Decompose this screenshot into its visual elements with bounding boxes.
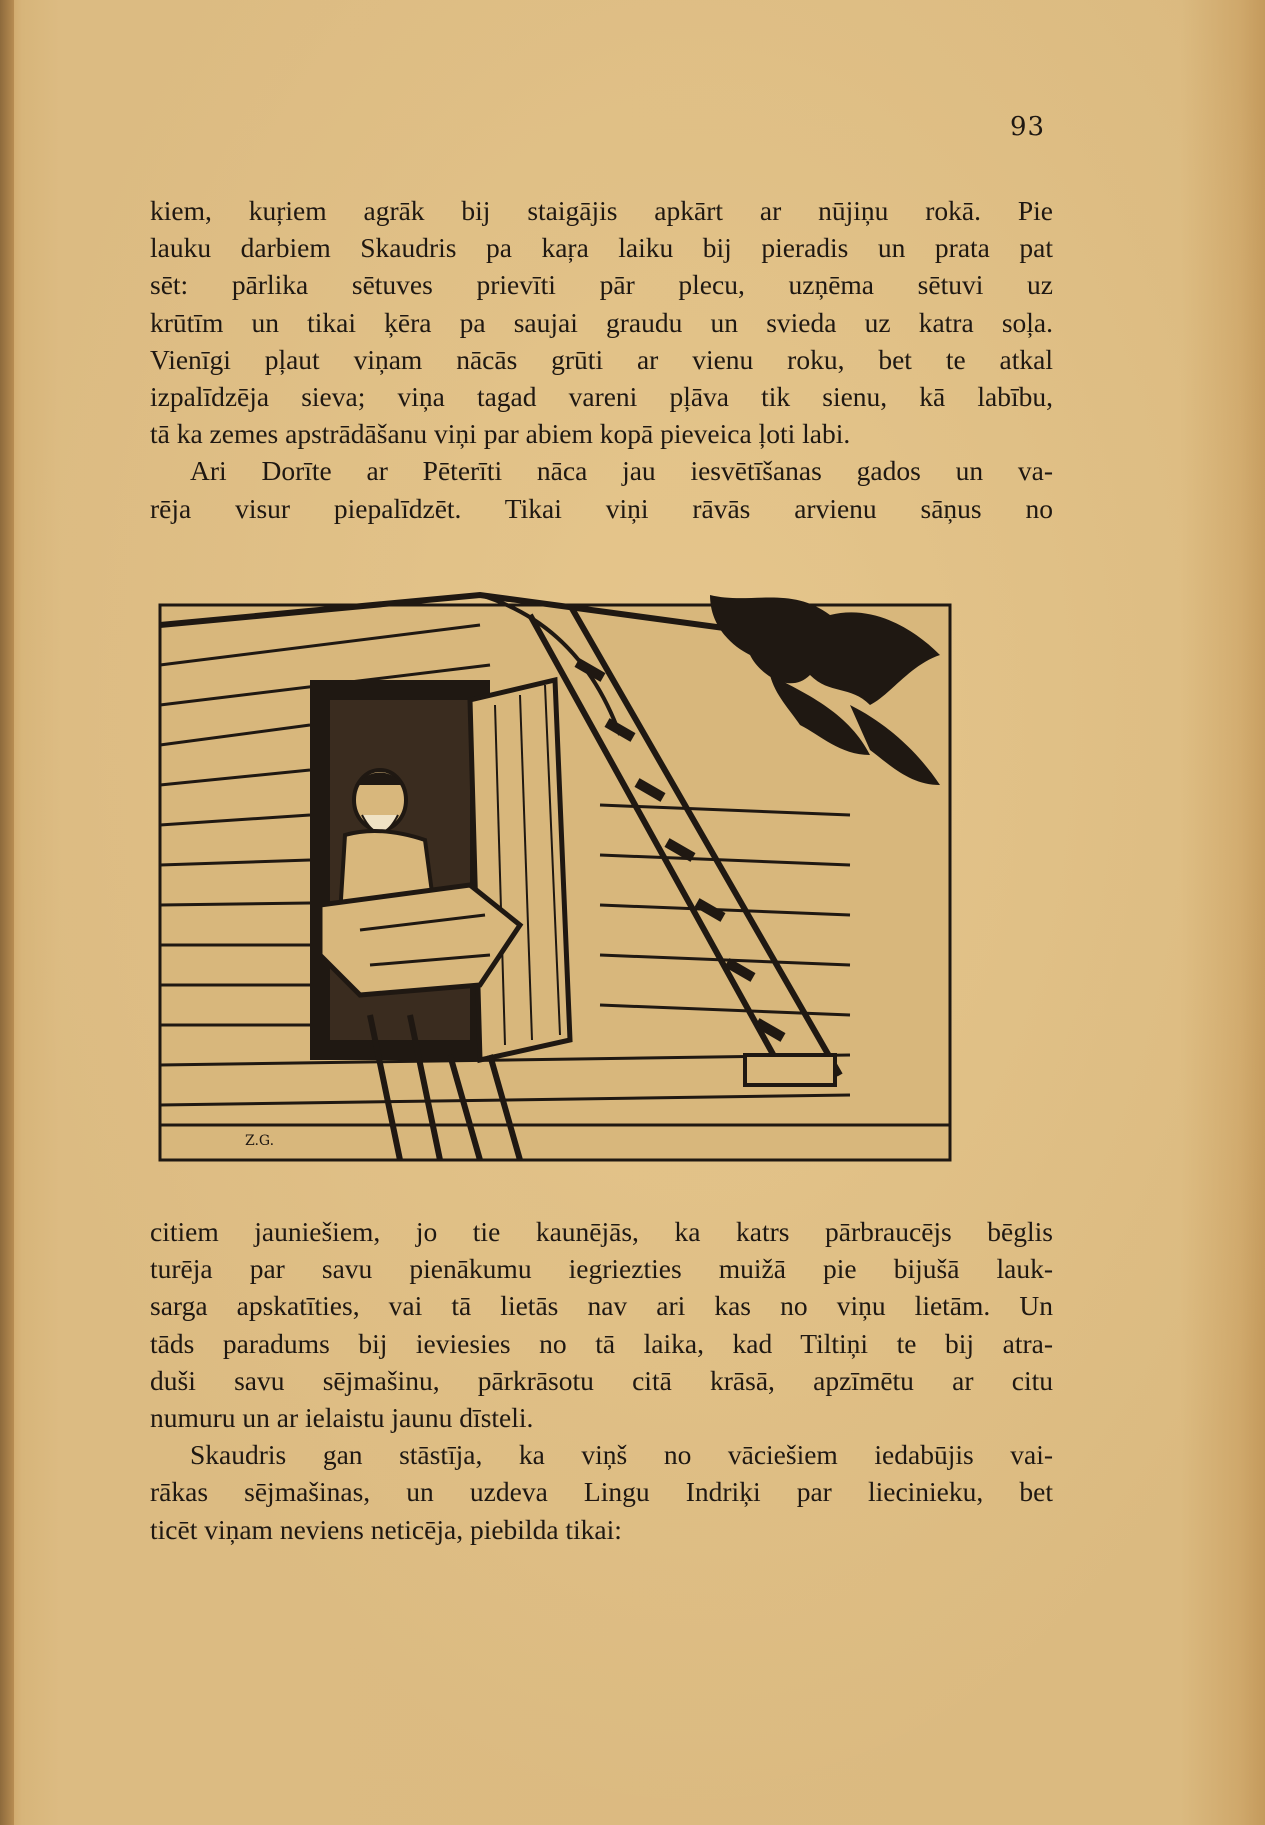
text-line: rākas sējmašinas, un uzdeva Lingu Indriķi par liecinieku, bet: [150, 1476, 1053, 1508]
woodcut-illustration: [150, 585, 960, 1180]
text-line: ticēt viņam neviens neticēja, piebilda tikai:: [150, 1513, 622, 1545]
text-line: citiem jauniešiem, jo tie kaunējās, ka katrs pārbraucējs bēglis: [150, 1216, 1053, 1247]
paragraph-block-bottom: [150, 1213, 1053, 1548]
page-number: 93: [1010, 112, 1046, 142]
paragraph-block-top: [150, 192, 1053, 527]
artist-signature: Z.G.: [245, 1133, 275, 1149]
text-line: tāds paradums bij ieviesies no tā laika, kad Tiltiņi te bij atra-: [150, 1327, 1053, 1359]
text-line: izpalīdzēja sieva; viņa tagad vareni pļāva tik sienu, kā labību,: [150, 381, 1053, 413]
text-line: numuru un ar ielaistu jaunu dīsteli.: [150, 1402, 534, 1434]
text-line: turēja par savu pienākumu iegriezties muižā pie bijušā lauk-: [150, 1253, 1053, 1285]
text-line: tā ka zemes apstrādāšanu viņi par abiem kopā pieveica ļoti labi.: [150, 418, 851, 450]
text-line: Vienīgi pļaut viņam nācās grūti ar vienu roku, bet te atkal: [150, 343, 1053, 375]
illustration-drawing: [150, 585, 960, 1180]
text-line: rēja visur piepalīdzēt. Tikai viņi rāvās arvienu sāņus no: [150, 492, 1053, 524]
text-line: krūtīm un tikai ķēra pa saujai graudu un svieda uz katra soļa.: [150, 306, 1053, 338]
text-line: Skaudris gan stāstīja, ka viņš no vāciešiem iedabūjis vai-: [190, 1439, 1053, 1471]
text-line: duši savu sējmašinu, pārkrāsotu citā krāsā, apzīmētu ar citu: [150, 1364, 1053, 1396]
text-line: sarga apskatīties, vai tā lietās nav ari kas no viņu lietām. Un: [150, 1290, 1053, 1322]
text-line: Ari Dorīte ar Pēterīti nāca jau iesvētīšanas gados un va-: [190, 455, 1053, 487]
text-line: sēt: pārlika sētuves prievīti pār plecu, uzņēma sētuvi uz: [150, 269, 1053, 301]
text-line: kiem, kuŗiem agrāk bij staigājis apkārt ar nūjiņu rokā. Pie: [150, 195, 1053, 226]
page-spine-shadow: [0, 0, 14, 1825]
text-line: lauku darbiem Skaudris pa kaŗa laiku bij pieradis un prata pat: [150, 232, 1053, 264]
